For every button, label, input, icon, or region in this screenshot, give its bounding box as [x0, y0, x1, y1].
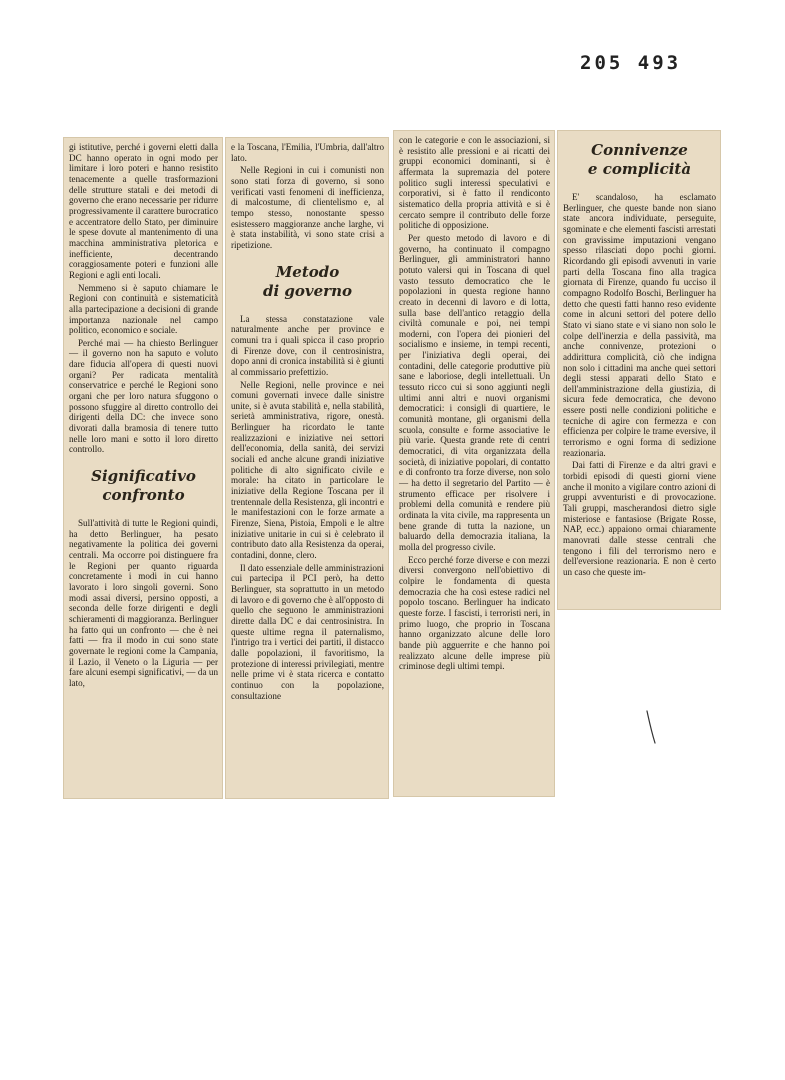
paragraph: E' scandaloso, ha esclamato Berlinguer, che queste bande non siano state ancora individuate, perseguite, sgominate e che elementi fascisti arrestati con gravissime imputazioni vengano spesso rilasciati dopo pochi giorni. Ricordando gli episodi avvenuti in varie parti della Toscana fino alla tragica giornata di Firenze, quando fu ucciso il compagno Rodolfo Boschi, Berlinguer ha detto che questi fatti hanno reso evidente come in alcuni settori del potere dello Stato vi siano state e vi siano non solo le colpe dell'inerzia e della passività, ma anche connivenze, protezioni o addirittura complicità, ciò che indigna non solo i cittadini ma anche quei settori degli stessi apparati dello Stato e dell'amministrazione della giustizia, di sicura fede democratica, che devono essere posti nelle condizioni politiche e tecniche di agire con fermezza e con efficienza per colpire le trame eversive, il terrorismo e ogni forma di sedizione reazionaria. — [563, 192, 716, 458]
paragraph: Il dato essenziale delle amministrazioni cui partecipa il PCI però, ha detto Berlinguer, sta soprattutto in un metodo di lavoro e di governo che è all'opposto di quello che seguono le amministrazioni dirette dalla DC e dai centrosinistra. In queste ultime regna il paternalismo, l'intrigo tra i vertici dei partiti, il distacco dalle popolazioni, il favoritismo, la protezione di interessi privilegiati, mentre nelle prime vi è stata ricerca e contatto continuo con la popolazione, consultazione — [231, 562, 384, 701]
paragraph: con le categorie e con le associazioni, si è resistito alle pressioni e ai ricatti dei gruppi economici dominanti, si è affermata la supremazia del potere politico sugli interessi speculativi e corporativi, si è fatto il rendiconto sistematico della propria attività e si è cercato sempre il contributo delle forze politiche di opposizione. — [399, 135, 550, 231]
paragraph: Ecco perché forze diverse e con mezzi diversi convergono nell'obiettivo di colpire le fondamenta di questa democrazia che ha così estese radici nel popolo toscano. Berlinguer ha indicato queste forze. I fascisti, i terroristi neri, in primo luogo, che proprio in Toscana hanno organizzato alcune delle loro bande più agguerrite e che hanno poi realizzato alcune delle imprese più criminose degli ultimi tempi. — [399, 554, 550, 672]
section-heading-significativo-confronto: Significativo confronto — [91, 467, 196, 505]
clipping-column-2 — [226, 138, 388, 798]
clipping-column-1 — [64, 138, 222, 798]
pencil-mark-icon — [646, 710, 656, 744]
clipping-column-4 — [558, 131, 720, 609]
paragraph: La stessa constatazione vale naturalmente anche per province e comuni tra i quali spicca il caso proprio di Firenze dove, con il centrosinistra, dopo anni di cronica instabilità si è giunti al commissario prefettizio. — [231, 313, 384, 377]
paragraph: Sull'attività di tutte le Regioni quindi, ha detto Berlinguer, ha pesato negativamente la politica dei governi centrali. Ma occorre poi distinguere fra le Regioni per quanto riguarda concretamente i modi in cui hanno lavorato i loro singoli governi. Sono modi assai diversi, persino opposti, a seconda delle forze dirigenti e degli schieramenti di maggioranza. Berlinguer ha fatto qui un confronto — che è nei fatti — fra il modo in cui sono state governate le regioni come la Campania, il Lazio, il Veneto o la Liguria — per fare alcuni esempi significativi, — da un lato, — [69, 518, 218, 688]
paragraph: Perché mai — ha chiesto Berlinguer — il governo non ha saputo e voluto dare fiducia all'opera di questi nuovi organi? Per radicata mentalità conservatrice e perché le Regioni sono organi che per loro natura sfuggono o possono sfuggire al diretto controllo dei dirigenti della DC: che invece sono divorati dalla bramosia di tenere tutto nelle loro mani e sotto il loro diretto controllo. — [69, 337, 218, 455]
section-heading-metodo-di-governo: Metodo di governo — [263, 262, 352, 300]
paragraph: Per questo metodo di lavoro e di governo, ha continuato il compagno Berlinguer, gli amministratori hanno potuto valersi qui in Toscana di quel vasto tessuto democratico che le popolazioni in questa regione hanno creato in decenni di lavoro e di lotta, sulla base dell'antico retaggio della civiltà comunale e poi, nei tempi moderni, con l'opera dei pionieri del socialismo e insieme, in tempi recenti, per l'iniziativa degli operai, dei contadini, delle categorie produttive più sane e laboriose, degli intellettuali. Un tessuto ricco cui si sono aggiunti negli ultimi anni altri e nuovi organismi democratici: i consigli di quartiere, le comunità montane, gli organismi della scuola, consulte e forme associative le più varie. Questa grande rete di centri democratici, di vita organizzata della società, di iniziative popolari, di contatto e di confronto tra forze diverse, non solo — ha detto il segretario del Partito — è strumento efficace per risolvere i problemi della comunità e rendere più ordinata la vita civile, ma rappresenta un bene grande di tutta la nazione, un baluardo della democrazia italiana, la molla del progresso civile. — [399, 232, 550, 552]
paragraph: Nemmeno si è saputo chiamare le Regioni con continuità e sistematicità alla partecipazione a decisioni di grande importanza nazionale nel campo politico, economico e sociale. — [69, 282, 218, 336]
paragraph: Dai fatti di Firenze e da altri gravi e torbidi episodi di questi giorni viene anche il monito a vigilare contro azioni di gruppi avventuristi e di provocazione. Tali gruppi, mascherandosi dietro sigle misteriose e fantasiose (Brigate Rosse, NAP, ecc.) appaiono ormai chiaramente manovrati dalle stesse centrali che tengono i fili del terrorismo nero e dell'eversione reazionaria. E non è certo un caso che queste im- — [563, 460, 716, 577]
paragraph: Nelle Regioni, nelle province e nei comuni governati invece dalle sinistre unite, si è avuta stabilità e, nella stabilità, serietà amministrativa, rigore, onestà. Berlinguer ha ricordato le tante realizzazioni e iniziative nei settori dell'economia, della sanità, dei servizi sociali ed anche alcune grandi iniziative politiche di alto significato civile e morale: ha citato in particolare le iniziative della Regione Toscana per il trentennale della Resistenza, gli incontri e le manifestazioni con le forze armate a Firenze, Siena, Pistoia, Empoli e le altre iniziative unitarie in cui si è celebrato il contributo dato alla Resistenza da operai, contadini, donne, clero. — [231, 379, 384, 560]
paragraph: e la Toscana, l'Emilia, l'Umbria, dall'altro lato. — [231, 142, 384, 163]
archive-page-number: 205 493 — [580, 52, 682, 74]
clipping-column-3 — [394, 131, 554, 796]
paragraph: gi istitutive, perché i governi eletti dalla DC hanno operato in ogni modo per limitare i loro poteri e hanno resistito tenacemente a quelle trasformazioni delle strutture statali e dei metodi di governo che erano necessarie per ridurre progressivamente il carattere burocratico e accentratore dello Stato, per diminuire le spese dovute al mantenimento di una macchina amministrativa pletorica e inefficiente, decentrando coraggiosamente poteri e funzioni alle Regioni e agli enti locali. — [69, 142, 218, 280]
paragraph: Nelle Regioni in cui i comunisti non sono stati forza di governo, si sono verificati vasti fenomeni di inefficienza, di malcostume, di clientelismo e, al tempo stesso, nonostante spesso esistessero maggioranze anche larghe, vi è stata instabilità, vi sono state crisi a ripetizione. — [231, 165, 384, 250]
section-heading-connivenze-e-complicita: Connivenze e complicità — [587, 141, 692, 178]
